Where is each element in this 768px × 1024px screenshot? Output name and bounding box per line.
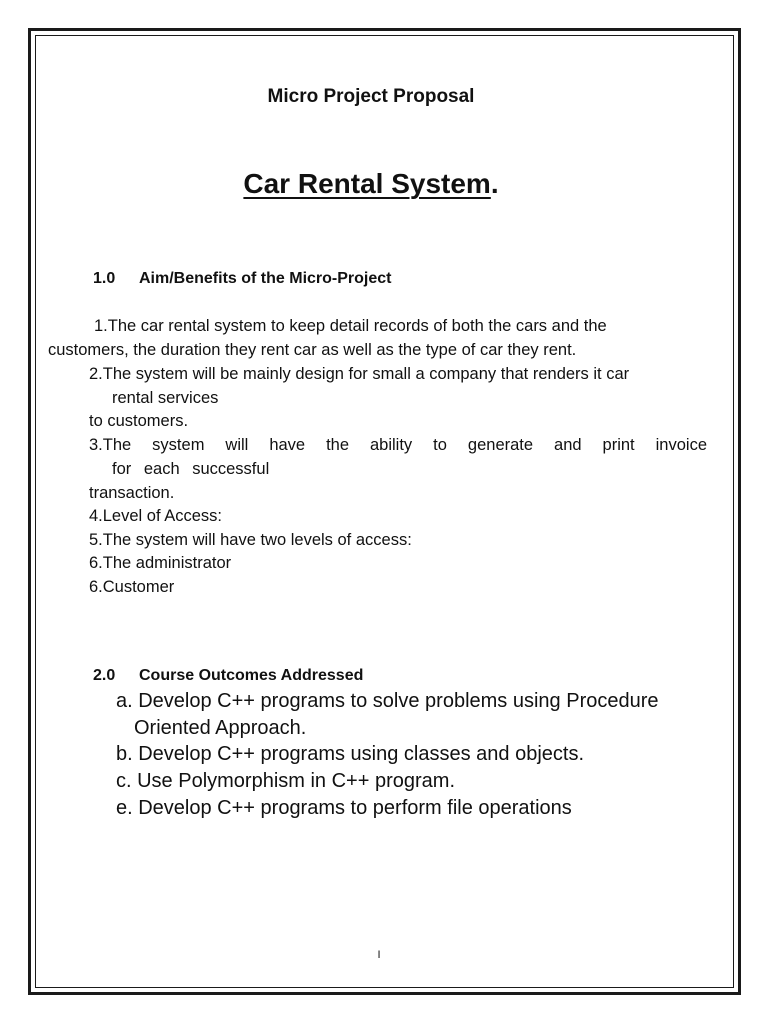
- document-title-suffix: .: [490, 168, 499, 199]
- course-outcome: b. Develop C++ programs using classes and objects.: [116, 743, 585, 765]
- section1-heading-text: Aim/Benefits of the Micro-Project: [139, 270, 392, 287]
- aim-line: 5.The system will have two levels of access:: [89, 531, 412, 549]
- aim-line: customers, the duration they rent car as well as the type of car they rent.: [48, 341, 577, 359]
- document-title: [0, 168, 742, 200]
- section1-number: 1.0: [93, 270, 116, 287]
- aim-line: 2.The system will be mainly design for small a company that renders it car: [89, 365, 630, 383]
- aim-line: 6.The administrator: [89, 554, 232, 572]
- document-subtitle: Micro Project Proposal: [267, 86, 475, 107]
- section2-heading: [93, 667, 363, 685]
- document-title-text: Car Rental System: [243, 168, 491, 199]
- section2-number: 2.0: [93, 667, 116, 684]
- section2-heading-text: Course Outcomes Addressed: [139, 667, 364, 684]
- aim-line: transaction.: [89, 484, 175, 502]
- aim-line: to customers.: [89, 412, 189, 430]
- aim-line: rental services: [112, 389, 219, 407]
- course-outcome: e. Develop C++ programs to perform file operations: [116, 797, 572, 819]
- aim-line: 3.The system will have the ability to generate and print invoice: [89, 436, 707, 454]
- aim-line: 6.Customer: [89, 578, 175, 596]
- page-number: I: [377, 949, 381, 961]
- aim-line: 1.The car rental system to keep detail records of both the cars and the: [94, 317, 607, 335]
- course-outcome: a. Develop C++ programs to solve problems using Procedure: [116, 690, 659, 712]
- course-outcome: Oriented Approach.: [134, 717, 307, 739]
- section1-heading: [93, 270, 391, 288]
- aim-line: 4.Level of Access:: [89, 507, 222, 525]
- course-outcome: c. Use Polymorphism in C++ program.: [116, 770, 456, 792]
- aim-line: for each successful: [112, 460, 270, 478]
